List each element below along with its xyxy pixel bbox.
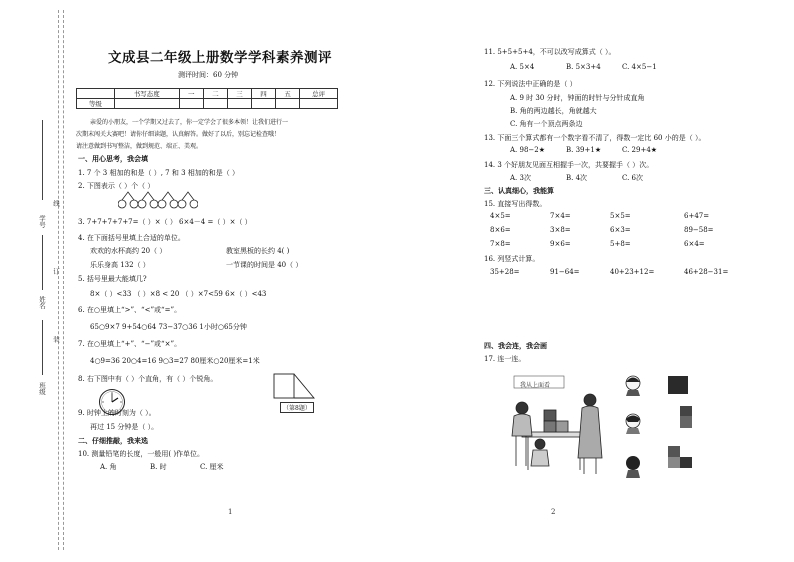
cherries-illustration: [118, 190, 198, 212]
binding-label-name: 姓名: [38, 296, 46, 309]
question-4d: 一节课的时间是 40（ ）: [226, 261, 303, 269]
page-number-2: 2: [551, 508, 556, 516]
question-4b: 教室黑板的长约 4( ): [226, 247, 290, 255]
section-2-heading: 二、仔细推敲，我来选: [78, 436, 148, 445]
question-3: 3. 7+7+7+7+7=（ ）×（ ） 6×4－4 =（ ）×（ ）: [78, 218, 252, 226]
question-9: 9. 时钟上的时刻为（ ）。: [78, 409, 156, 417]
question-14-option-a: A. 3次: [510, 174, 531, 182]
score-header-writing: 书写态度: [114, 89, 179, 99]
calc-cell: 3×8=: [550, 226, 571, 234]
question-6: 6. 在○里填上“>”、“<”或“=”。: [78, 306, 182, 314]
vertical-calc-4: 46+28−31=: [684, 268, 729, 276]
view-block-4: [668, 446, 680, 457]
binding-label-student-id: 学号: [38, 215, 46, 228]
view-block-2: [680, 406, 692, 416]
intro-line-2: 次期末闯关大赛吧！请你仔细读题，认真解答。做好了以后，别忘记检查哦！: [76, 131, 281, 138]
question-9b: 再过 15 分钟是（ ）。: [90, 423, 159, 431]
calc-cell: 8×6=: [490, 226, 511, 234]
question-10-option-b: B. 时: [150, 463, 167, 471]
question-11-option-a: A. 5×4: [510, 63, 535, 71]
question-12-option-a: A. 9 时 30 分时，钟面的时针与分针成直角: [510, 94, 645, 102]
question-10-option-a: A. 角: [100, 463, 117, 471]
question-11-option-c: C. 4×5−1: [622, 63, 657, 71]
question-4a: 欢欢的水杯高约 20（ ）: [90, 247, 167, 255]
calc-cell: 89−58=: [684, 226, 714, 234]
score-cell[interactable]: [276, 99, 300, 109]
question-6a: 65○9×7 9+54○64 73−37○36 1小时○65分钟: [90, 323, 247, 331]
score-cell[interactable]: [179, 99, 203, 109]
question-17: 17. 连一连。: [484, 355, 526, 363]
calc-cell: 5×5=: [610, 212, 631, 220]
question-14-option-c: C. 6次: [622, 174, 644, 182]
score-row-label: 等级: [77, 99, 115, 109]
question-13-option-b: B. 39+1★: [566, 146, 602, 154]
question-13-option-a: A. 98−2★: [510, 146, 546, 154]
page-number-1: 1: [228, 508, 233, 516]
page-title: 文成县二年级上册数学学科素养测评: [108, 50, 332, 66]
question-12-option-c: C. 角有一个顶点两条边: [510, 120, 583, 128]
score-header-blank: [77, 89, 115, 99]
question-15: 15. 直接写出得数。: [484, 200, 547, 208]
view-block-3: [680, 416, 692, 428]
section-3-heading: 三、认真细心，我能算: [484, 186, 554, 195]
binding-underline-1: [42, 120, 44, 200]
vertical-calc-2: 91−64=: [550, 268, 580, 276]
view-block-6: [668, 457, 680, 468]
score-cell[interactable]: [252, 99, 276, 109]
question-13-option-c: C. 29+4★: [622, 146, 658, 154]
test-time: 测评时间：60 分钟: [178, 71, 239, 79]
score-header-5: 五: [276, 89, 300, 99]
question-11: 11. 5+5+5+4，不可以改写成算式（ ）。: [484, 48, 616, 56]
question-4: 4. 在下面括号里填上合适的单位。: [78, 234, 185, 242]
section-4-heading: 四、我会连，我会画: [484, 341, 547, 350]
view-block-5: [680, 457, 692, 468]
question-12: 12. 下列说法中正确的是（ ）: [484, 80, 577, 88]
score-cell[interactable]: [227, 99, 251, 109]
question-7a: 4○9=36 20○4=16 9○3=27 80厘米○20厘米=1米: [90, 357, 260, 365]
score-cell[interactable]: [114, 99, 179, 109]
calc-cell: 7×8=: [490, 240, 511, 248]
question-5a: 8×（ ）<33 （ ）×8 < 20 （ ）×7<59 6×（ ）<43: [90, 290, 267, 298]
binding-line-inner: [63, 10, 64, 550]
score-header-2: 二: [203, 89, 227, 99]
classroom-illustration: [500, 370, 616, 478]
question-11-option-b: B. 5×3+4: [566, 63, 601, 71]
question-16: 16. 列竖式计算。: [484, 255, 540, 263]
child-face-2: [624, 412, 642, 434]
calc-cell: 5+8=: [610, 240, 631, 248]
intro-line-1: 亲爱的小朋友，一个学期又过去了，你一定学会了很多本领！让我们进行一: [90, 119, 289, 126]
vertical-calc-3: 40+23+12=: [610, 268, 655, 276]
illustration-sign: 我从上面看: [520, 382, 551, 389]
child-face-3: [624, 454, 642, 478]
question-14: 14. 3 个好朋友见面互相握手一次，共要握手（ ）次。: [484, 161, 654, 169]
question-14-option-b: B. 4次: [566, 174, 588, 182]
binding-line-outer: [58, 10, 59, 550]
binding-label-class: 班级: [38, 382, 46, 395]
question-10-option-c: C. 厘米: [200, 463, 224, 471]
question-13: 13. 下面三个算式都有一个数字看不清了，得数一定比 60 小的是（ ）。: [484, 134, 706, 142]
score-cell[interactable]: [203, 99, 227, 109]
question-1: 1. 7 个 3 相加的和是（ ）, 7 和 3 相加的和是（ ）: [78, 169, 239, 177]
child-face-1: [624, 374, 642, 396]
calc-cell: 6×4=: [684, 240, 705, 248]
score-table: [76, 88, 338, 109]
question-10: 10. 测量铅笔的长度，一般用( )作单位。: [78, 450, 205, 458]
question-2: 2. 下图表示（ ）个（ ）: [78, 182, 155, 190]
binding-underline-3: [42, 320, 44, 375]
question-4c: 乐乐身高 132（ ）: [90, 261, 150, 269]
calc-cell: 6+47=: [684, 212, 710, 220]
score-header-1: 一: [179, 89, 203, 99]
view-block-1: [668, 376, 688, 394]
score-header-total: 总评: [300, 89, 338, 99]
figure-8-caption: （第8题）: [280, 402, 314, 413]
calc-cell: 6×3=: [610, 226, 631, 234]
binding-label-bind: 装: [52, 336, 60, 343]
binding-label-line: 线: [52, 200, 60, 207]
calc-cell: 7×4=: [550, 212, 571, 220]
section-1-heading: 一、用心思考，我会填: [78, 154, 148, 163]
intro-line-3: 请注意做到书写整洁，做到规范、端正、美观。: [76, 143, 203, 150]
question-5: 5. 括号里最大能填几?: [78, 275, 147, 283]
score-header-3: 三: [227, 89, 251, 99]
question-7: 7. 在○里填上“+”、“−”或“×”。: [78, 340, 182, 348]
vertical-calc-1: 35+28=: [490, 268, 520, 276]
calc-cell: 4×5=: [490, 212, 511, 220]
score-cell[interactable]: [300, 99, 338, 109]
question-12-option-b: B. 角的两边越长，角就越大: [510, 107, 597, 115]
binding-label-order: 订: [52, 268, 60, 275]
calc-cell: 9×6=: [550, 240, 571, 248]
score-header-4: 四: [252, 89, 276, 99]
question-8: 8. 右下图中有（ ）个直角，有（ ）个锐角。: [78, 375, 218, 383]
binding-underline-2: [42, 235, 44, 290]
angle-figure: [272, 372, 318, 400]
